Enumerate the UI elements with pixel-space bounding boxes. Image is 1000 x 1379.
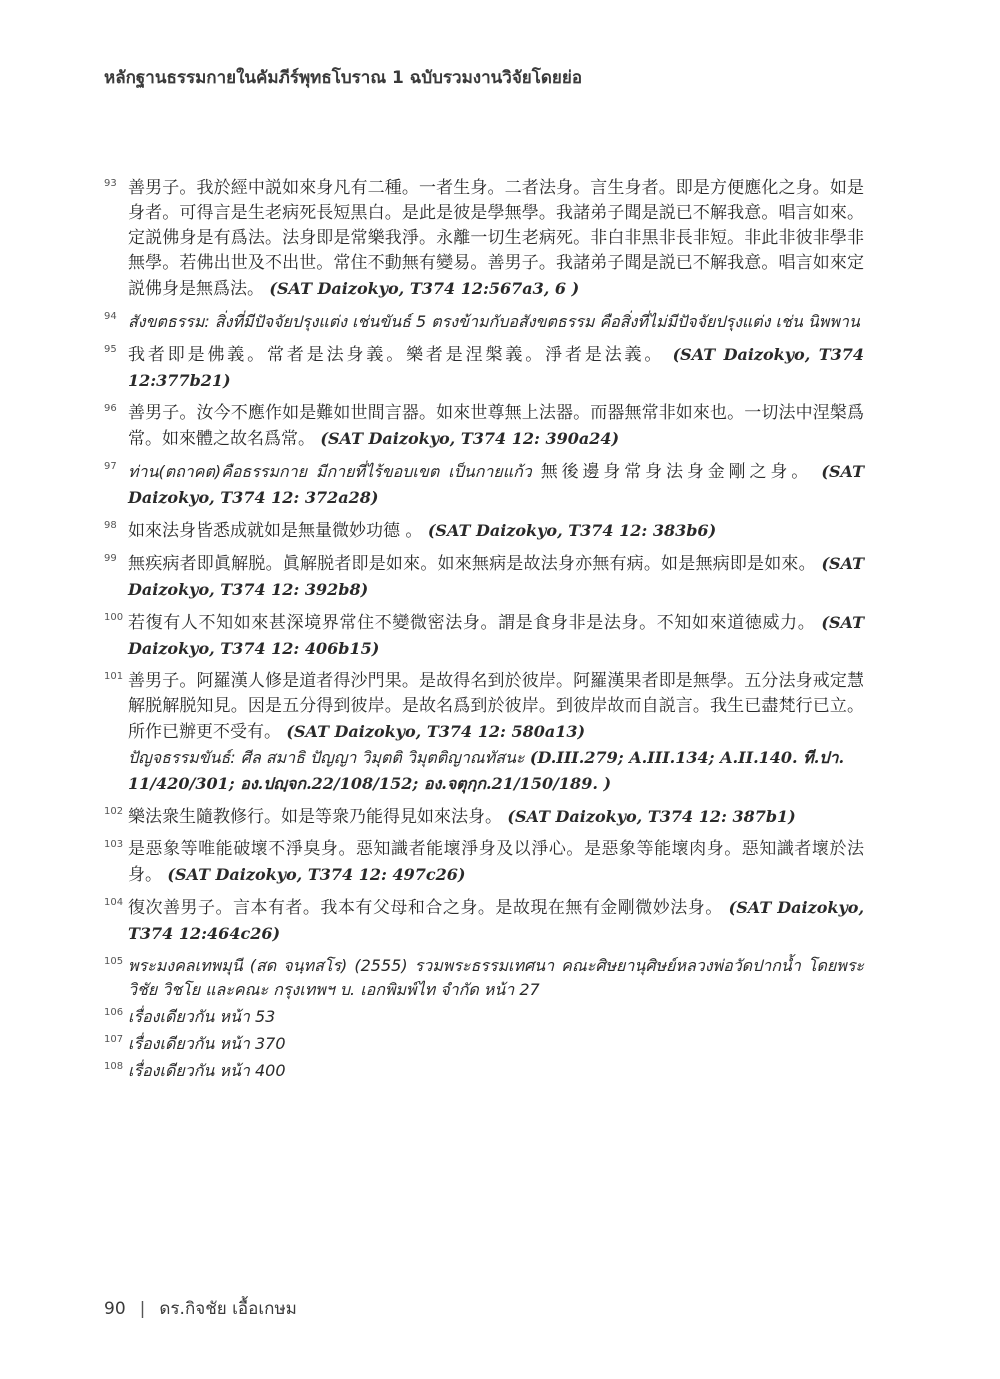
- footer-separator: |: [139, 1299, 146, 1319]
- footnote-text: 善男子。汝今不應作如是難如世間言器。如來世尊無上法器。而器無常非如來也。一切法中涅槃爲常。如來體之故名爲常。: [128, 403, 864, 449]
- footnote-108: [104, 1059, 864, 1083]
- footnote-text: 我者即是佛義。常者是法身義。樂者是涅槃義。淨者是法義。: [128, 345, 665, 365]
- footnote-103: [104, 837, 864, 888]
- footnote-citation: (SAT Daizokyo, T374 12: 372a28): [128, 462, 864, 507]
- footnote-99: [104, 551, 864, 603]
- footnote-98: [104, 518, 864, 544]
- footnote-number: 105: [104, 956, 124, 967]
- footnote-95: [104, 342, 864, 394]
- footnote-number: 95: [104, 344, 117, 355]
- footnote-97: [104, 459, 864, 511]
- footnote-number: 108: [104, 1061, 124, 1072]
- footnote-text: 善男子。阿羅漢人修是道者得沙門果。是故得名到於彼岸。阿羅漢果者即是無學。五分法身戒定慧解脱解脱知見。因是五分得到彼岸。是故名爲到於彼岸。到彼岸故而自説言。我生已盡梵行已立。所作已辦更不受有。: [128, 671, 864, 742]
- footnote-text: 是惡象等唯能破壞不淨臭身。惡知識者能壞淨身及以淨心。是惡象等能壞肉身。惡知識者壞於法身。: [128, 839, 864, 885]
- footnote-100: [104, 610, 864, 662]
- footnote-citation: (SAT Daizokyo, T374 12: 387b1): [507, 807, 796, 826]
- footnote-citation: (SAT Daizokyo, T374 12:567a3, 6 ): [269, 279, 580, 298]
- footnote-number: 97: [104, 461, 117, 472]
- page-number: 90: [104, 1299, 126, 1319]
- footnote-number: 96: [104, 403, 117, 414]
- footnote-text: 復次善男子。言本有者。我本有父母和合之身。是故現在無有金剛微妙法身。: [128, 898, 723, 918]
- footnote-number: 101: [104, 671, 124, 682]
- footnote-text: 善男子。我於經中説如來身凡有二種。一者生身。二者法身。言生身者。即是方便應化之身。如是身者。可得言是生老病死長短黒白。是此是彼是學無學。我諸弟子聞是説已不解我意。唱言如來。定説佛身是有爲法。法身即是常樂我淨。永離一切生老病死。非白非黒非長非短。非此非彼非學非無學。若佛出世及不出世。常住不動無有變易。善男子。我諸弟子聞是説已不解我意。唱言如來定説佛身是無爲法。: [128, 178, 864, 299]
- footnote-thai-text: เรื่องเดียวกัน หน้า 53: [128, 1007, 276, 1026]
- footnote-text: 無後邊身常身法身金剛之身。: [540, 462, 813, 482]
- footnote-number: 100: [104, 612, 124, 623]
- author-name: ดร.กิจชัย เอื้อเกษม: [159, 1299, 297, 1319]
- footnote-citation: (SAT Daizokyo, T374 12: 390a24): [320, 429, 620, 448]
- footnote-94: [104, 309, 864, 335]
- footnote-citation: (SAT Daizokyo, T374 12: 383b6): [427, 521, 717, 540]
- footnote-number: 93: [104, 178, 117, 189]
- footnote-number: 104: [104, 897, 124, 908]
- footnote-thai-text: เรื่องเดียวกัน หน้า 400: [128, 1061, 286, 1080]
- footnote-text: 樂法衆生隨教修行。如是等衆乃能得見如來法身。: [128, 807, 502, 827]
- footnote-96: [104, 401, 864, 452]
- footnote-citation: (SAT Daizokyo, T374 12:464c26): [128, 898, 865, 943]
- page-footer: [104, 1295, 297, 1322]
- footnote-thai-text: ท่าน(ตถาคต)คือธรรมกาย มีกายที่ไร้ขอบเขต เป็นกายแก้ว: [128, 462, 541, 481]
- footnote-number: 94: [104, 311, 117, 322]
- footnote-number: 99: [104, 553, 117, 564]
- footnote-number: 106: [104, 1007, 124, 1018]
- footnote-104: [104, 895, 864, 947]
- footnote-102: [104, 804, 864, 830]
- footnote-text: 如來法身皆悉成就如是無量微妙功德 。: [128, 521, 423, 541]
- footnote-number: 107: [104, 1034, 124, 1045]
- footnote-text: 無疾病者即眞解脱。眞解脱者即是如來。如來無病是故法身亦無有病。如是無病即是如來。: [128, 554, 816, 574]
- footnote-number: 98: [104, 520, 117, 531]
- footnote-thai-text: พระมงคลเทพมุนี (สด จนฺทสโร) (2555) รวมพระธรรมเทศนา คณะศิษยานุศิษย์หลวงพ่อวัดปากน้ำ โดยพระวิชัย วิชโย และคณะ กรุงเทพฯ บ. เอกพิมพ์ไท จำกัด หน้า 27: [128, 956, 864, 999]
- footnote-107: [104, 1032, 864, 1056]
- footnote-citation: (SAT Daizokyo, T374 12: 406b15): [128, 613, 864, 658]
- footnote-thai-text: สังขตธรรม: สิ่งที่มีปัจจัยปรุงแต่ง เช่นขันธ์ 5 ตรงข้ามกับอสังขตธรรม คือสิ่งที่ไม่มีปัจจัยปรุงแต่ง เช่น นิพพาน: [128, 312, 860, 331]
- footnote-citation: (SAT Daizokyo, T374 12: 497c26): [167, 865, 466, 884]
- running-header: หลักฐานธรรมกายในคัมภีร์พุทธโบราณ 1 ฉบับรวมงานวิจัยโดยย่อ: [104, 68, 583, 88]
- footnote-text: 若復有人不知如來甚深境界常住不變微密法身。謂是食身非是法身。不知如來道徳威力。: [128, 613, 816, 633]
- footnote-citation: (SAT Daizokyo, T374 12: 580a13): [286, 722, 586, 741]
- footnotes-section: [104, 176, 864, 1086]
- footnote-93: [104, 176, 864, 302]
- footnote-106: [104, 1005, 864, 1029]
- footnote-thai-text: ปัญจธรรมขันธ์: ศีล สมาธิ ปัญญา วิมุตติ วิมุตติญาณทัสนะ: [128, 748, 525, 767]
- footnote-105: [104, 954, 864, 1002]
- footnote-number: 102: [104, 806, 124, 817]
- footnote-citation: (SAT Daizokyo, T374 12: 392b8): [128, 554, 865, 599]
- footnote-101: [104, 669, 864, 797]
- footnote-citation: (SAT Daizokyo, T374 12:377b21): [128, 345, 865, 390]
- footnote-thai-text: เรื่องเดียวกัน หน้า 370: [128, 1034, 286, 1053]
- footnote-citation: (D.III.279; A.III.134; A.II.140. ที.ปา. 11/420/301; อง.ปญฺจก.22/108/152; อง.จตุกฺก.21/150/189. ): [128, 748, 845, 793]
- footnote-number: 103: [104, 839, 124, 850]
